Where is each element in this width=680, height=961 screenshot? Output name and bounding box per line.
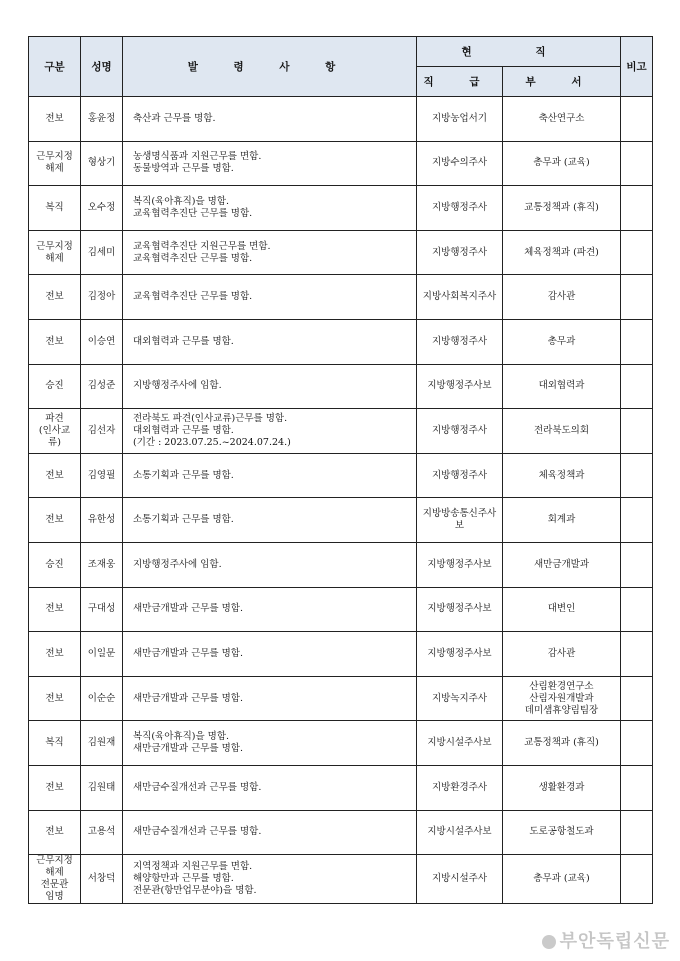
header-department: 부 서 xyxy=(503,67,621,97)
row-category: 근무지정 해제 전문관 임명 xyxy=(29,855,81,904)
row-order: 교육협력추진단 지원근무를 면함. 교육협력추진단 근무를 명함. xyxy=(123,230,417,275)
row-department: 회계과 xyxy=(503,498,621,543)
row-department: 대변인 xyxy=(503,587,621,632)
row-department: 총무과 (교육) xyxy=(503,855,621,904)
table-row xyxy=(29,186,653,231)
row-note xyxy=(621,141,653,186)
row-category: 전보 xyxy=(29,587,81,632)
row-category: 복직 xyxy=(29,721,81,766)
row-name: 형상기 xyxy=(81,141,123,186)
row-note xyxy=(621,186,653,231)
row-position: 지방행정주사 xyxy=(417,453,503,498)
row-name: 이승연 xyxy=(81,319,123,364)
row-category: 승진 xyxy=(29,542,81,587)
row-note xyxy=(621,230,653,275)
watermark-logo xyxy=(542,927,670,953)
row-name: 오수정 xyxy=(81,186,123,231)
row-name: 서창덕 xyxy=(81,855,123,904)
row-category: 전보 xyxy=(29,810,81,855)
row-department: 산림환경연구소 산림자원개발과 데미샘휴양림팀장 xyxy=(503,676,621,721)
row-department: 전라북도의회 xyxy=(503,409,621,454)
watermark-icon xyxy=(542,935,556,949)
row-note xyxy=(621,542,653,587)
row-department: 감사관 xyxy=(503,632,621,677)
row-order: 대외협력과 근무를 명함. xyxy=(123,319,417,364)
row-position: 지방방송통신주사보 xyxy=(417,498,503,543)
row-note xyxy=(621,364,653,409)
row-position: 지방수의주사 xyxy=(417,141,503,186)
row-order: 지방행정주사에 임함. xyxy=(123,364,417,409)
table-row xyxy=(29,97,653,142)
row-note xyxy=(621,765,653,810)
row-order: 지방행정주사에 임함. xyxy=(123,542,417,587)
table-row xyxy=(29,587,653,632)
row-position: 지방행정주사 xyxy=(417,230,503,275)
row-department: 도로공항철도과 xyxy=(503,810,621,855)
row-category: 파견 (인사교류) xyxy=(29,409,81,454)
row-name: 홍윤정 xyxy=(81,97,123,142)
row-department: 새만금개발과 xyxy=(503,542,621,587)
row-name: 김선자 xyxy=(81,409,123,454)
table-row xyxy=(29,765,653,810)
row-category: 전보 xyxy=(29,676,81,721)
row-category: 전보 xyxy=(29,632,81,677)
row-position: 지방행정주사보 xyxy=(417,542,503,587)
row-department: 축산연구소 xyxy=(503,97,621,142)
row-order: 소통기획과 근무를 명함. xyxy=(123,453,417,498)
row-category: 승진 xyxy=(29,364,81,409)
row-order: 새만금개발과 근무를 명함. xyxy=(123,587,417,632)
table-row xyxy=(29,632,653,677)
row-note xyxy=(621,855,653,904)
watermark-text: 부안독립신문 xyxy=(559,931,670,952)
row-name: 김영필 xyxy=(81,453,123,498)
row-department: 생활환경과 xyxy=(503,765,621,810)
row-note xyxy=(621,453,653,498)
table-row xyxy=(29,810,653,855)
row-name: 김원재 xyxy=(81,721,123,766)
row-department: 대외협력과 xyxy=(503,364,621,409)
row-order: 새만금수질개선과 근무를 명함. xyxy=(123,765,417,810)
row-name: 이일문 xyxy=(81,632,123,677)
row-department: 교통정책과 (휴직) xyxy=(503,186,621,231)
header-current: 현 직 xyxy=(417,37,621,67)
row-name: 조재웅 xyxy=(81,542,123,587)
row-order: 교육협력추진단 근무를 명함. xyxy=(123,275,417,320)
table-row xyxy=(29,676,653,721)
row-position: 지방농업서기 xyxy=(417,97,503,142)
row-name: 김세미 xyxy=(81,230,123,275)
row-order: 지역정책과 지원근무를 면함. 해양항만과 근무를 명함. 전문관(항만업무분야)을 명함. xyxy=(123,855,417,904)
header-order: 발 령 사 항 xyxy=(123,37,417,97)
row-category: 전보 xyxy=(29,453,81,498)
row-category: 복직 xyxy=(29,186,81,231)
row-order: 새만금개발과 근무를 명함. xyxy=(123,676,417,721)
row-order: 축산과 근무를 명함. xyxy=(123,97,417,142)
row-note xyxy=(621,498,653,543)
table-row xyxy=(29,409,653,454)
row-position: 지방시설주사 xyxy=(417,855,503,904)
header-position: 직 급 xyxy=(417,67,503,97)
personnel-order-table xyxy=(28,36,653,904)
row-note xyxy=(621,810,653,855)
row-category: 전보 xyxy=(29,275,81,320)
row-position: 지방환경주사 xyxy=(417,765,503,810)
row-position: 지방녹지주사 xyxy=(417,676,503,721)
row-position: 지방행정주사보 xyxy=(417,587,503,632)
table-row xyxy=(29,855,653,904)
row-order: 복직(육아휴직)을 명함. 새만금개발과 근무를 명함. xyxy=(123,721,417,766)
row-name: 유한성 xyxy=(81,498,123,543)
row-name: 김정아 xyxy=(81,275,123,320)
row-note xyxy=(621,97,653,142)
row-department: 체육정책과 (파견) xyxy=(503,230,621,275)
row-name: 김원태 xyxy=(81,765,123,810)
row-category: 근무지정 해제 xyxy=(29,230,81,275)
row-name: 구대성 xyxy=(81,587,123,632)
row-note xyxy=(621,409,653,454)
table-row xyxy=(29,542,653,587)
table-row xyxy=(29,141,653,186)
row-order: 농생명식품과 지원근무를 면함. 동물방역과 근무를 명함. xyxy=(123,141,417,186)
row-order: 새만금수질개선과 근무를 명함. xyxy=(123,810,417,855)
row-department: 체육정책과 xyxy=(503,453,621,498)
row-department: 감사관 xyxy=(503,275,621,320)
row-position: 지방사회복지주사 xyxy=(417,275,503,320)
row-position: 지방행정주사보 xyxy=(417,364,503,409)
row-position: 지방행정주사 xyxy=(417,409,503,454)
row-order: 소통기획과 근무를 명함. xyxy=(123,498,417,543)
row-position: 지방시설주사보 xyxy=(417,721,503,766)
row-position: 지방행정주사 xyxy=(417,319,503,364)
row-note xyxy=(621,632,653,677)
row-note xyxy=(621,319,653,364)
table-row xyxy=(29,319,653,364)
table-row xyxy=(29,275,653,320)
row-note xyxy=(621,721,653,766)
table-row xyxy=(29,230,653,275)
row-position: 지방행정주사 xyxy=(417,186,503,231)
row-position: 지방시설주사보 xyxy=(417,810,503,855)
row-department: 총무과 xyxy=(503,319,621,364)
header-name: 성명 xyxy=(81,37,123,97)
row-note xyxy=(621,275,653,320)
row-order: 새만금개발과 근무를 명함. xyxy=(123,632,417,677)
row-order: 전라북도 파견(인사교류)근무를 명함. 대외협력과 근무를 명함. (기간 : 2023.07.25.~2024.07.24.) xyxy=(123,409,417,454)
row-department: 교통정책과 (휴직) xyxy=(503,721,621,766)
row-position: 지방행정주사보 xyxy=(417,632,503,677)
row-name: 이순순 xyxy=(81,676,123,721)
row-category: 근무지정 해제 xyxy=(29,141,81,186)
table-row xyxy=(29,721,653,766)
table-row xyxy=(29,498,653,543)
row-name: 김성준 xyxy=(81,364,123,409)
row-department: 총무과 (교육) xyxy=(503,141,621,186)
row-name: 고용석 xyxy=(81,810,123,855)
row-category: 전보 xyxy=(29,97,81,142)
row-category: 전보 xyxy=(29,319,81,364)
header-category: 구분 xyxy=(29,37,81,97)
row-category: 전보 xyxy=(29,498,81,543)
row-category: 전보 xyxy=(29,765,81,810)
row-note xyxy=(621,587,653,632)
table-row xyxy=(29,453,653,498)
row-note xyxy=(621,676,653,721)
table-row xyxy=(29,364,653,409)
row-order: 복직(육아휴직)을 명함. 교육협력추진단 근무를 명함. xyxy=(123,186,417,231)
header-note: 비고 xyxy=(621,37,653,97)
